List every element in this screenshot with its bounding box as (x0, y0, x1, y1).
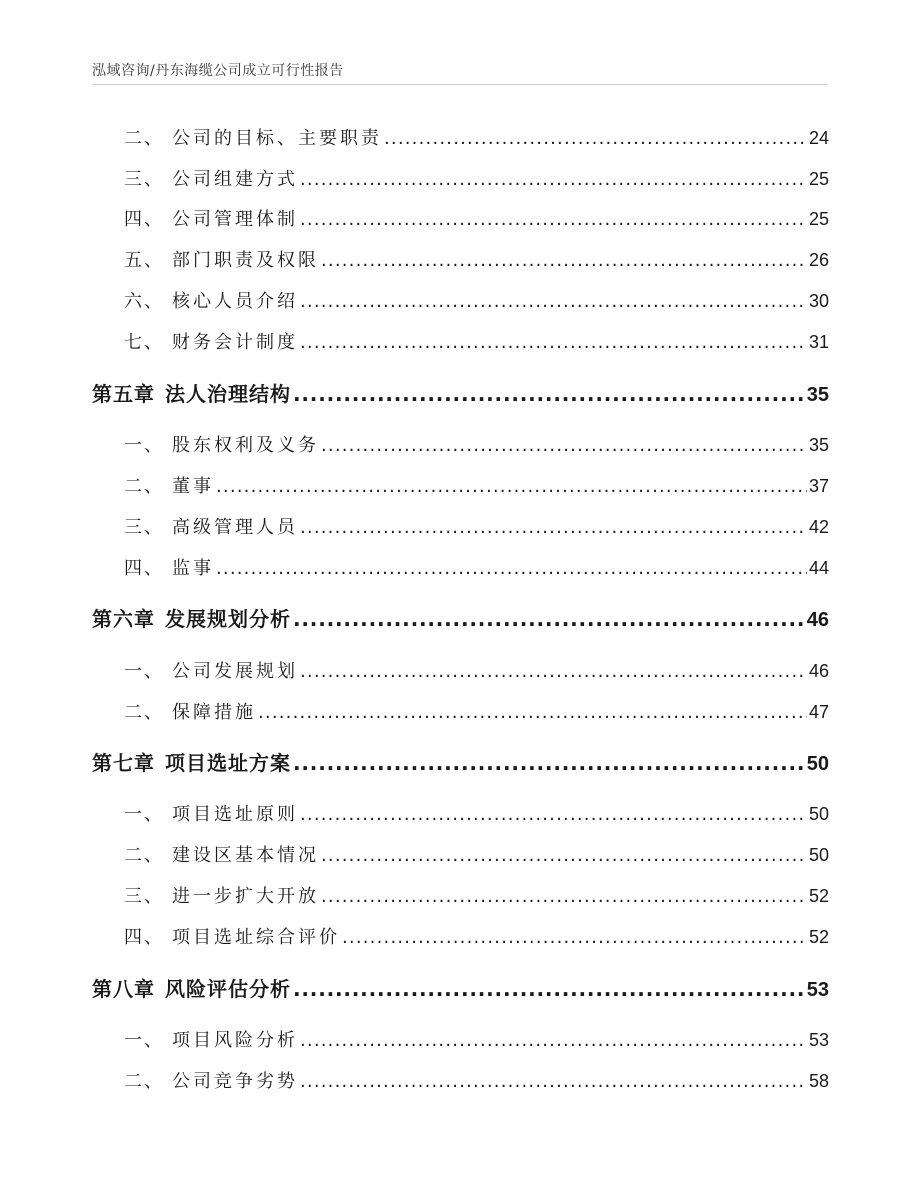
toc-entry-number: 七、 (124, 332, 164, 353)
dot-leader (293, 751, 805, 775)
dot-leader (293, 607, 805, 631)
toc-entry[interactable] (92, 800, 829, 826)
toc-entry-title: 部门职责及权限 (172, 250, 319, 271)
toc-chapter-title: 风险评估分析 (165, 977, 291, 1001)
toc-chapter[interactable] (92, 747, 829, 776)
toc-chapter-page: 50 (806, 753, 829, 775)
toc-entry[interactable] (92, 246, 829, 272)
toc-chapter-title: 发展规划分析 (165, 607, 291, 631)
dot-leader (321, 845, 807, 866)
toc-entry-number: 一、 (124, 435, 164, 456)
toc-chapter-title: 法人治理结构 (165, 382, 291, 406)
header-divider (92, 84, 828, 85)
toc-entry[interactable] (92, 124, 829, 150)
toc-entry-title: 高级管理人员 (172, 517, 298, 538)
toc-entry-number: 二、 (124, 128, 164, 149)
toc-chapter-page: 46 (806, 609, 829, 631)
toc-entry-title: 公司管理体制 (172, 209, 298, 230)
toc-entry-number: 六、 (124, 291, 164, 312)
dot-leader (293, 977, 805, 1001)
toc-entry-page: 58 (808, 1071, 829, 1091)
toc-entry-title: 股东权利及义务 (172, 435, 319, 456)
toc-entry[interactable] (92, 513, 829, 539)
toc-chapter-number: 第七章 (92, 751, 155, 775)
toc-entry-number: 二、 (124, 1071, 164, 1092)
toc-entry[interactable] (92, 882, 829, 908)
toc-entry-title: 保障措施 (172, 702, 256, 723)
dot-leader (300, 517, 807, 538)
toc-entry[interactable] (92, 165, 829, 191)
toc-entry-page: 25 (808, 169, 829, 189)
toc-entry-number: 四、 (124, 558, 164, 579)
toc-entry[interactable] (92, 205, 829, 231)
toc-entry-page: 44 (808, 558, 829, 578)
toc-chapter-title: 项目选址方案 (165, 751, 291, 775)
toc-entry-title: 董事 (172, 476, 214, 497)
toc-entry-title: 公司组建方式 (172, 169, 298, 190)
toc-entry-page: 26 (808, 250, 829, 270)
toc-entry-page: 50 (808, 804, 829, 824)
toc-entry[interactable] (92, 698, 829, 724)
toc-entry[interactable] (92, 841, 829, 867)
toc-entry-page: 52 (808, 886, 829, 906)
dot-leader (216, 476, 807, 497)
toc-entry-page: 50 (808, 845, 829, 865)
toc-entry-page: 37 (808, 476, 829, 496)
toc-entry-number: 五、 (124, 250, 164, 271)
dot-leader (321, 250, 807, 271)
toc-chapter-number: 第八章 (92, 977, 155, 1001)
toc-entry-title: 财务会计制度 (172, 332, 298, 353)
toc-entry-page: 31 (808, 332, 829, 352)
toc-entry[interactable] (92, 1026, 829, 1052)
toc-entry-page: 52 (808, 927, 829, 947)
toc-chapter-number: 第六章 (92, 607, 155, 631)
toc-chapter[interactable] (92, 603, 829, 632)
toc-entry[interactable] (92, 923, 829, 949)
toc-entry-title: 监事 (172, 558, 214, 579)
toc-entry-title: 公司竞争劣势 (172, 1071, 298, 1092)
toc-entry[interactable] (92, 657, 829, 683)
toc-entry-number: 四、 (124, 209, 164, 230)
toc-entry-page: 35 (808, 435, 829, 455)
toc-entry[interactable] (92, 328, 829, 354)
toc-entry-title: 进一步扩大开放 (172, 886, 319, 907)
dot-leader (384, 128, 807, 149)
toc-entry-title: 公司的目标、主要职责 (172, 128, 382, 149)
toc-entry[interactable] (92, 431, 829, 457)
dot-leader (321, 886, 807, 907)
toc-entry-title: 项目选址原则 (172, 804, 298, 825)
toc-entry-page: 42 (808, 517, 829, 537)
dot-leader (300, 169, 807, 190)
dot-leader (293, 382, 805, 406)
toc-entry[interactable] (92, 472, 829, 498)
page-header: 泓域咨询/丹东海缆公司成立可行性报告 (92, 63, 344, 79)
dot-leader (300, 209, 807, 230)
dot-leader (300, 332, 807, 353)
dot-leader (300, 1030, 807, 1051)
toc-entry-title: 公司发展规划 (172, 661, 298, 682)
toc-entry[interactable] (92, 554, 829, 580)
toc-entry-number: 三、 (124, 517, 164, 538)
dot-leader (216, 558, 807, 579)
toc-entry-number: 一、 (124, 661, 164, 682)
toc-chapter-number: 第五章 (92, 382, 155, 406)
toc-entry-title: 建设区基本情况 (172, 845, 319, 866)
toc-entry-page: 24 (808, 128, 829, 148)
toc-entry-page: 25 (808, 209, 829, 229)
toc-entry-number: 二、 (124, 476, 164, 497)
toc-entry-title: 项目风险分析 (172, 1030, 298, 1051)
toc-entry-title: 核心人员介绍 (172, 291, 298, 312)
toc-chapter[interactable] (92, 973, 829, 1002)
toc-entry-page: 47 (808, 702, 829, 722)
dot-leader (300, 661, 807, 682)
dot-leader (342, 927, 807, 948)
toc-chapter-page: 35 (806, 384, 829, 406)
toc-entry-number: 二、 (124, 845, 164, 866)
toc-entry-number: 四、 (124, 927, 164, 948)
toc-entry-title: 项目选址综合评价 (172, 927, 340, 948)
toc-entry-number: 一、 (124, 804, 164, 825)
toc-entry-number: 一、 (124, 1030, 164, 1051)
dot-leader (321, 435, 807, 456)
toc-chapter-page: 53 (806, 979, 829, 1001)
toc-entry-page: 53 (808, 1030, 829, 1050)
dot-leader (258, 702, 807, 723)
toc-chapter[interactable] (92, 378, 829, 407)
toc-entry[interactable] (92, 287, 829, 313)
toc-entry-page: 46 (808, 661, 829, 681)
toc-entry-number: 二、 (124, 702, 164, 723)
toc-entry[interactable] (92, 1067, 829, 1093)
toc-entry-number: 三、 (124, 169, 164, 190)
toc-entry-page: 30 (808, 291, 829, 311)
dot-leader (300, 291, 807, 312)
dot-leader (300, 1071, 807, 1092)
toc-entry-number: 三、 (124, 886, 164, 907)
dot-leader (300, 804, 807, 825)
